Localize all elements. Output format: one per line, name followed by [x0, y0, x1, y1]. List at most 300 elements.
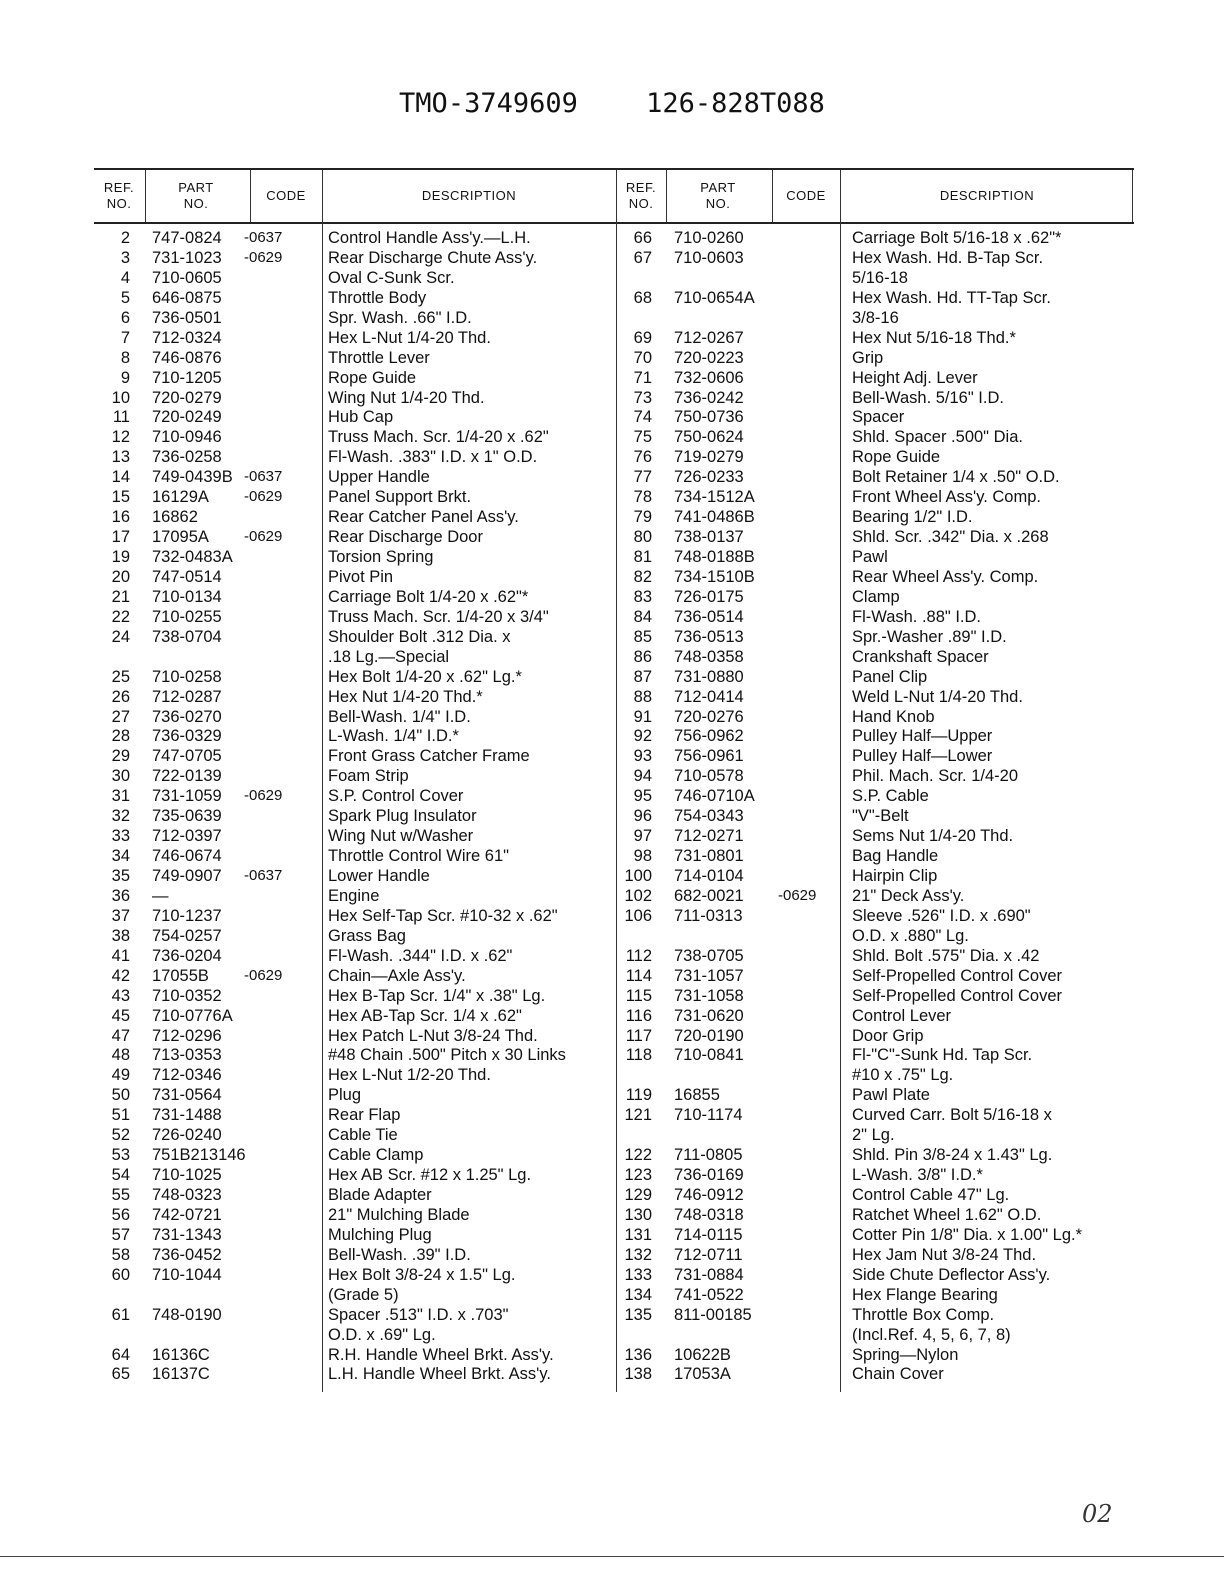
table-row	[616, 1006, 1134, 1026]
part-no-cell: 710-0260	[674, 229, 744, 247]
description-cell: Pawl Plate	[852, 1086, 930, 1105]
part-no-cell: 711-0805	[674, 1146, 743, 1165]
col-code-left: CODE	[266, 188, 306, 203]
part-no-cell: 712-0324	[152, 328, 222, 347]
part-no-cell: 10622B	[674, 1345, 731, 1364]
part-no-cell: 712-0296	[152, 1026, 222, 1045]
table-row	[616, 806, 1134, 826]
description-cell: Fl-"C"-Sunk Hd. Tap Scr.	[852, 1046, 1033, 1065]
table-row	[616, 926, 1134, 946]
ref-no-cell: 98	[633, 847, 652, 866]
ref-no-cell: 116	[625, 1006, 652, 1025]
rule-v5	[666, 170, 667, 222]
part-no-cell: 741-0486B	[674, 508, 755, 527]
description-cell: Control Lever	[852, 1006, 952, 1025]
ref-no-cell: 3	[120, 248, 130, 267]
part-no-cell: 736-0270	[152, 707, 222, 726]
part-no-cell: 710-1205	[152, 368, 222, 387]
table-row	[616, 986, 1134, 1006]
ref-no-cell: 79	[633, 508, 652, 527]
ref-no-cell: 134	[624, 1285, 652, 1304]
ref-no-cell: 93	[633, 747, 652, 766]
part-no-cell: 646-0875	[152, 288, 222, 307]
table-row	[616, 1065, 1134, 1085]
part-no-cell: 16137C	[152, 1365, 210, 1384]
part-no-cell: 710-0946	[152, 428, 222, 447]
part-no-cell: 748-0358	[674, 647, 744, 666]
table-row	[616, 966, 1134, 986]
table-row	[94, 607, 616, 627]
part-no-cell: 731-0564	[152, 1086, 222, 1105]
table-row	[616, 507, 1134, 527]
table-row	[616, 1205, 1134, 1225]
ref-no-cell: 122	[624, 1146, 652, 1165]
rule-v8	[1132, 170, 1133, 222]
ref-no-cell: 115	[625, 986, 652, 1005]
model-id-left: TMO-3749609	[399, 88, 578, 119]
description-cell: Panel Support Brkt.	[328, 488, 472, 507]
part-no-cell: 726-0233	[674, 468, 744, 487]
part-no-cell: 748-0188B	[674, 548, 755, 566]
description-cell: Ratchet Wheel 1.62" O.D.	[852, 1205, 1042, 1224]
description-cell: Self-Propelled Control Cover	[852, 986, 1063, 1005]
table-row	[616, 846, 1134, 866]
table-row	[616, 647, 1134, 667]
ref-no-cell: 31	[111, 787, 130, 806]
table-row	[94, 288, 616, 308]
part-no-cell: 714-0104	[674, 867, 744, 885]
description-cell: Curved Carr. Bolt 5/16-18 x	[852, 1106, 1052, 1125]
description-cell: L-Wash. 3/8" I.D.*	[852, 1166, 983, 1185]
description-cell: Hex Bolt 1/4-20 x .62" Lg.*	[328, 667, 522, 686]
ref-no-cell: 71	[633, 368, 652, 387]
ref-no-cell: 34	[111, 847, 130, 866]
table-row	[94, 726, 616, 746]
ref-no-cell: 73	[633, 388, 652, 407]
part-no-cell: 710-0605	[152, 268, 222, 287]
table-row	[616, 1105, 1134, 1125]
ref-no-cell: 7	[120, 328, 130, 347]
table-row	[616, 726, 1134, 746]
ref-no-cell: 11	[112, 408, 130, 427]
description-cell: Bolt Retainer 1/4 x .50" O.D.	[852, 468, 1060, 487]
ref-no-cell: 49	[111, 1066, 130, 1085]
table-row	[616, 946, 1134, 966]
part-no-cell: 736-0169	[674, 1166, 744, 1185]
description-cell: Sems Nut 1/4-20 Thd.	[852, 827, 1014, 846]
description-cell: Spacer	[852, 408, 905, 427]
part-no-cell: 711-0313	[674, 906, 743, 925]
table-row	[616, 467, 1134, 487]
part-no-cell: 710-0352	[152, 986, 222, 1005]
ref-no-cell: 56	[111, 1205, 130, 1224]
ref-no-cell: 91	[633, 707, 652, 726]
ref-no-cell: 130	[624, 1205, 652, 1224]
table-row	[94, 348, 616, 368]
part-no-cell: 710-1025	[152, 1166, 222, 1185]
part-no-cell: 731-1057	[674, 966, 744, 985]
table-row	[94, 627, 616, 647]
table-row	[616, 268, 1134, 288]
ref-no-cell: 75	[633, 428, 652, 447]
part-no-cell: 720-0223	[674, 348, 744, 367]
description-cell: Shld. Bolt .575" Dia. x .42	[852, 946, 1040, 965]
table-row	[94, 268, 616, 288]
description-cell: (Grade 5)	[328, 1285, 399, 1304]
ref-no-cell: 57	[111, 1225, 130, 1244]
description-cell: Side Chute Deflector Ass'y.	[852, 1265, 1051, 1284]
ref-no-cell: 131	[624, 1225, 652, 1244]
ref-no-cell: 16	[111, 508, 130, 527]
description-cell: Bell-Wash. 1/4" I.D.	[328, 707, 471, 726]
ref-no-cell: 58	[111, 1245, 130, 1264]
description-cell: Rear Catcher Panel Ass'y.	[328, 508, 519, 527]
code-cell: -0629	[244, 248, 283, 266]
table-row	[616, 886, 1134, 906]
ref-no-cell: 67	[633, 248, 652, 267]
part-no-cell: 17053A	[674, 1365, 731, 1384]
part-no-cell: 747-0824	[152, 229, 222, 247]
table-row	[94, 1085, 616, 1105]
ref-no-cell: 80	[633, 528, 652, 547]
description-cell: Rear Discharge Door	[328, 528, 483, 547]
description-cell: Rear Flap	[328, 1106, 401, 1125]
ref-no-cell: 54	[111, 1166, 130, 1185]
table-row	[94, 1125, 616, 1145]
part-no-cell: 16136C	[152, 1345, 210, 1364]
document-header	[0, 88, 1224, 119]
part-no-cell: 736-0242	[674, 388, 744, 407]
part-no-cell: 17055B	[152, 966, 209, 985]
rule-v2	[250, 170, 251, 222]
description-cell: "V"-Belt	[852, 807, 909, 826]
part-no-cell: 710-0255	[152, 607, 222, 626]
table-row	[94, 1026, 616, 1046]
ref-no-cell: 121	[624, 1106, 652, 1125]
ref-no-cell: 6	[120, 308, 130, 327]
table-row	[616, 567, 1134, 587]
ref-no-cell: 136	[624, 1345, 652, 1364]
part-no-cell: 747-0514	[152, 567, 222, 586]
description-cell: Hand Knob	[852, 707, 935, 726]
table-row	[94, 1065, 616, 1085]
description-cell: Throttle Body	[328, 288, 427, 307]
part-no-cell: 751B213146	[152, 1146, 246, 1165]
table-row	[94, 587, 616, 607]
description-cell: Control Handle Ass'y.—L.H.	[328, 229, 531, 247]
part-no-cell: 732-0483A	[152, 548, 233, 566]
description-cell: Throttle Control Wire 61"	[328, 847, 510, 866]
part-no-cell: 754-0343	[674, 807, 744, 826]
ref-no-cell: 27	[111, 707, 130, 726]
table-row	[616, 1265, 1134, 1285]
description-cell: Fl-Wash. .344" I.D. x .62"	[328, 946, 513, 965]
col-part-right: PART NO.	[700, 180, 736, 211]
description-cell: Pivot Pin	[328, 567, 394, 586]
table-row	[94, 806, 616, 826]
description-cell: Weld L-Nut 1/4-20 Thd.	[852, 687, 1023, 706]
description-cell: O.D. x .69" Lg.	[328, 1325, 436, 1344]
ref-no-cell: 69	[633, 328, 652, 347]
ref-no-cell: 32	[111, 807, 130, 826]
description-cell: Fl-Wash. .88" I.D.	[852, 607, 982, 626]
part-no-cell: 731-1058	[674, 986, 744, 1005]
part-no-cell: 16855	[674, 1086, 720, 1105]
ref-no-cell: 100	[624, 867, 652, 885]
ref-no-cell: 15	[111, 488, 130, 507]
table-row	[94, 926, 616, 946]
description-cell: Pulley Half—Lower	[852, 747, 993, 766]
description-cell: Self-Propelled Control Cover	[852, 966, 1063, 985]
table-row	[94, 427, 616, 447]
part-no-cell: 742-0721	[152, 1205, 222, 1224]
table-row	[94, 228, 616, 248]
table-row	[616, 328, 1134, 348]
description-cell: O.D. x .880" Lg.	[852, 926, 969, 945]
table-row	[94, 986, 616, 1006]
part-no-cell: 682-0021	[674, 886, 744, 905]
part-no-cell: 720-0279	[152, 388, 222, 407]
table-row	[94, 906, 616, 926]
part-no-cell: 738-0137	[674, 528, 744, 547]
ref-no-cell: 84	[633, 607, 652, 626]
table-row	[94, 786, 616, 806]
ref-no-cell: 83	[633, 587, 652, 606]
description-cell: .18 Lg.—Special	[328, 647, 450, 666]
description-cell: Throttle Lever	[328, 348, 430, 367]
description-cell: Front Grass Catcher Frame	[328, 747, 530, 766]
ref-no-cell: 19	[111, 548, 130, 566]
table-row	[616, 1145, 1134, 1165]
table-row	[616, 607, 1134, 627]
part-no-cell: 736-0514	[674, 607, 744, 626]
ref-no-cell: 114	[625, 966, 652, 985]
description-cell: R.H. Handle Wheel Brkt. Ass'y.	[328, 1345, 554, 1364]
ref-no-cell: 66	[633, 229, 652, 247]
table-row	[94, 368, 616, 388]
ref-no-cell: 117	[625, 1026, 652, 1045]
col-desc-left: DESCRIPTION	[421, 188, 517, 203]
description-cell: Hex Nut 5/16-18 Thd.*	[852, 328, 1016, 347]
ref-no-cell: 82	[633, 567, 652, 586]
table-row	[616, 308, 1134, 328]
description-cell: S.P. Cable	[852, 787, 929, 806]
description-cell: Sleeve .526" I.D. x .690"	[852, 906, 1031, 925]
description-cell: 21" Mulching Blade	[328, 1205, 470, 1224]
ref-no-cell: 48	[111, 1046, 130, 1065]
ref-no-cell: 77	[633, 468, 652, 487]
ref-no-cell: 21	[111, 587, 130, 606]
ref-no-cell: 8	[120, 348, 130, 367]
col-ref-left: REF. NO.	[103, 180, 135, 211]
description-cell: Control Cable 47" Lg.	[852, 1186, 1010, 1204]
ref-no-cell: 96	[633, 807, 652, 826]
code-cell: -0629	[244, 787, 283, 805]
ref-no-cell: 64	[111, 1345, 130, 1364]
table-row	[616, 427, 1134, 447]
table-row	[94, 826, 616, 846]
table-row	[616, 1165, 1134, 1185]
table-row	[616, 1225, 1134, 1245]
table-row	[94, 1225, 616, 1245]
ref-no-cell: 30	[111, 767, 130, 786]
description-cell: Lower Handle	[328, 867, 430, 885]
description-cell: L.H. Handle Wheel Brkt. Ass'y.	[328, 1365, 551, 1384]
table-row	[94, 707, 616, 727]
description-cell: Wing Nut 1/4-20 Thd.	[328, 388, 485, 407]
part-no-cell: 712-0711	[674, 1245, 743, 1264]
ref-no-cell: 112	[625, 946, 652, 965]
ref-no-cell: 138	[624, 1365, 652, 1384]
part-no-cell: 731-1059	[152, 787, 222, 806]
part-no-cell: 748-0323	[152, 1186, 222, 1204]
description-cell: Truss Mach. Scr. 1/4-20 x .62"	[328, 428, 549, 447]
description-cell: Bell-Wash. .39" I.D.	[328, 1245, 471, 1264]
part-no-cell: 731-0880	[674, 667, 744, 686]
table-row	[616, 1305, 1134, 1325]
ref-no-cell: 20	[111, 567, 130, 586]
code-cell: -0629	[244, 528, 283, 546]
table-row	[94, 746, 616, 766]
description-cell: Spr.-Washer .89" I.D.	[852, 627, 1007, 646]
part-no-cell: 731-0884	[674, 1265, 744, 1284]
table-row	[94, 507, 616, 527]
ref-no-cell: 60	[111, 1265, 130, 1284]
description-cell: Hex Patch L-Nut 3/8-24 Thd.	[328, 1026, 538, 1045]
description-cell: Wing Nut w/Washer	[328, 827, 474, 846]
part-no-cell: 750-0736	[674, 408, 744, 427]
description-cell: Hex Nut 1/4-20 Thd.*	[328, 687, 483, 706]
table-row	[94, 1105, 616, 1125]
description-cell: Rear Discharge Chute Ass'y.	[328, 248, 538, 267]
part-no-cell: 736-0513	[674, 627, 744, 646]
part-no-cell: —	[152, 886, 169, 905]
table-row	[616, 1285, 1134, 1305]
table-row	[616, 687, 1134, 707]
table-row	[94, 1345, 616, 1365]
part-no-cell: 746-0912	[674, 1186, 744, 1204]
part-no-cell: 720-0249	[152, 408, 222, 427]
model-id-right: 126-828T088	[646, 88, 825, 119]
table-row	[94, 647, 616, 667]
ref-no-cell: 97	[633, 827, 652, 846]
ref-no-cell: 94	[633, 767, 652, 786]
description-cell: Spacer .513" I.D. x .703"	[328, 1305, 509, 1324]
table-row	[616, 1125, 1134, 1145]
description-cell: 21" Deck Ass'y.	[852, 886, 965, 905]
description-cell: Panel Clip	[852, 667, 928, 686]
ref-no-cell: 87	[633, 667, 652, 686]
description-cell: Spr. Wash. .66" I.D.	[328, 308, 472, 327]
description-cell: Shoulder Bolt .312 Dia. x	[328, 627, 511, 646]
ref-no-cell: 81	[633, 548, 652, 566]
ref-no-cell: 42	[111, 966, 130, 985]
ref-no-cell: 86	[633, 647, 652, 666]
ref-no-cell: 135	[624, 1305, 652, 1324]
table-row	[616, 627, 1134, 647]
ref-no-cell: 28	[111, 727, 130, 746]
description-cell: 3/8-16	[852, 308, 899, 327]
part-no-cell: 16129A	[152, 488, 209, 507]
ref-no-cell: 129	[624, 1186, 652, 1204]
description-cell: Height Adj. Lever	[852, 368, 978, 387]
description-cell: L-Wash. 1/4" I.D.*	[328, 727, 459, 746]
ref-no-cell: 102	[624, 886, 652, 905]
description-cell: Hex Jam Nut 3/8-24 Thd.	[852, 1245, 1037, 1264]
table-row	[94, 1305, 616, 1325]
ref-no-cell: 85	[633, 627, 652, 646]
description-cell: Hex AB-Tap Scr. 1/4 x .62"	[328, 1006, 522, 1025]
ref-no-cell: 22	[111, 607, 130, 626]
ref-no-cell: 47	[111, 1026, 130, 1045]
description-cell: Hex Wash. Hd. B-Tap Scr.	[852, 248, 1044, 267]
table-row	[616, 786, 1134, 806]
table-row	[94, 407, 616, 427]
description-cell: Hex B-Tap Scr. 1/4" x .38" Lg.	[328, 986, 546, 1005]
table-row	[94, 687, 616, 707]
ref-no-cell: 78	[633, 488, 652, 507]
description-cell: Carriage Bolt 1/4-20 x .62"*	[328, 587, 529, 606]
part-no-cell: 710-1237	[152, 906, 222, 925]
part-no-cell: 749-0907	[152, 867, 222, 885]
part-no-cell: 720-0276	[674, 707, 744, 726]
ref-no-cell: 68	[633, 288, 652, 307]
table-row	[94, 866, 616, 886]
col-part-left: PART NO.	[178, 180, 214, 211]
description-cell: #48 Chain .500" Pitch x 30 Links	[328, 1046, 566, 1065]
table-row	[94, 1364, 616, 1384]
part-no-cell: 720-0190	[674, 1026, 744, 1045]
part-no-cell: 750-0624	[674, 428, 744, 447]
parts-table	[94, 168, 1134, 1392]
table-row	[94, 667, 616, 687]
left-column-rows	[94, 228, 616, 1384]
part-no-cell: 736-0258	[152, 448, 222, 467]
description-cell: Front Wheel Ass'y. Comp.	[852, 488, 1041, 507]
code-cell: -0629	[778, 886, 817, 904]
description-cell: Hex L-Nut 1/2-20 Thd.	[328, 1066, 491, 1085]
part-no-cell: 726-0240	[152, 1126, 222, 1145]
table-row	[616, 667, 1134, 687]
part-no-cell: 747-0705	[152, 747, 222, 766]
description-cell: (Incl.Ref. 4, 5, 6, 7, 8)	[852, 1325, 1011, 1344]
table-row	[94, 766, 616, 786]
ref-no-cell: 45	[111, 1006, 130, 1025]
part-no-cell: 712-0346	[152, 1066, 222, 1085]
table-row	[94, 467, 616, 487]
description-cell: Hex L-Nut 1/4-20 Thd.	[328, 328, 491, 347]
part-no-cell: 710-0603	[674, 248, 744, 267]
table-row	[94, 1285, 616, 1305]
description-cell: Hub Cap	[328, 408, 394, 427]
table-row	[94, 886, 616, 906]
part-no-cell: 738-0705	[674, 946, 744, 965]
description-cell: 5/16-18	[852, 268, 908, 287]
part-no-cell: 746-0876	[152, 348, 222, 367]
description-cell: Carriage Bolt 5/16-18 x .62"*	[852, 229, 1062, 247]
part-no-cell: 746-0710A	[674, 787, 755, 806]
ref-no-cell: 88	[633, 687, 652, 706]
code-cell: -0637	[244, 229, 283, 246]
part-no-cell: 731-0620	[674, 1006, 744, 1025]
description-cell: Cotter Pin 1/8" Dia. x 1.00" Lg.*	[852, 1225, 1083, 1244]
ref-no-cell: 37	[111, 906, 130, 925]
table-row	[616, 487, 1134, 507]
part-no-cell: 748-0318	[674, 1205, 744, 1224]
part-no-cell: 741-0522	[674, 1285, 744, 1304]
part-no-cell: 710-0776A	[152, 1006, 233, 1025]
rule-v6	[772, 170, 773, 222]
